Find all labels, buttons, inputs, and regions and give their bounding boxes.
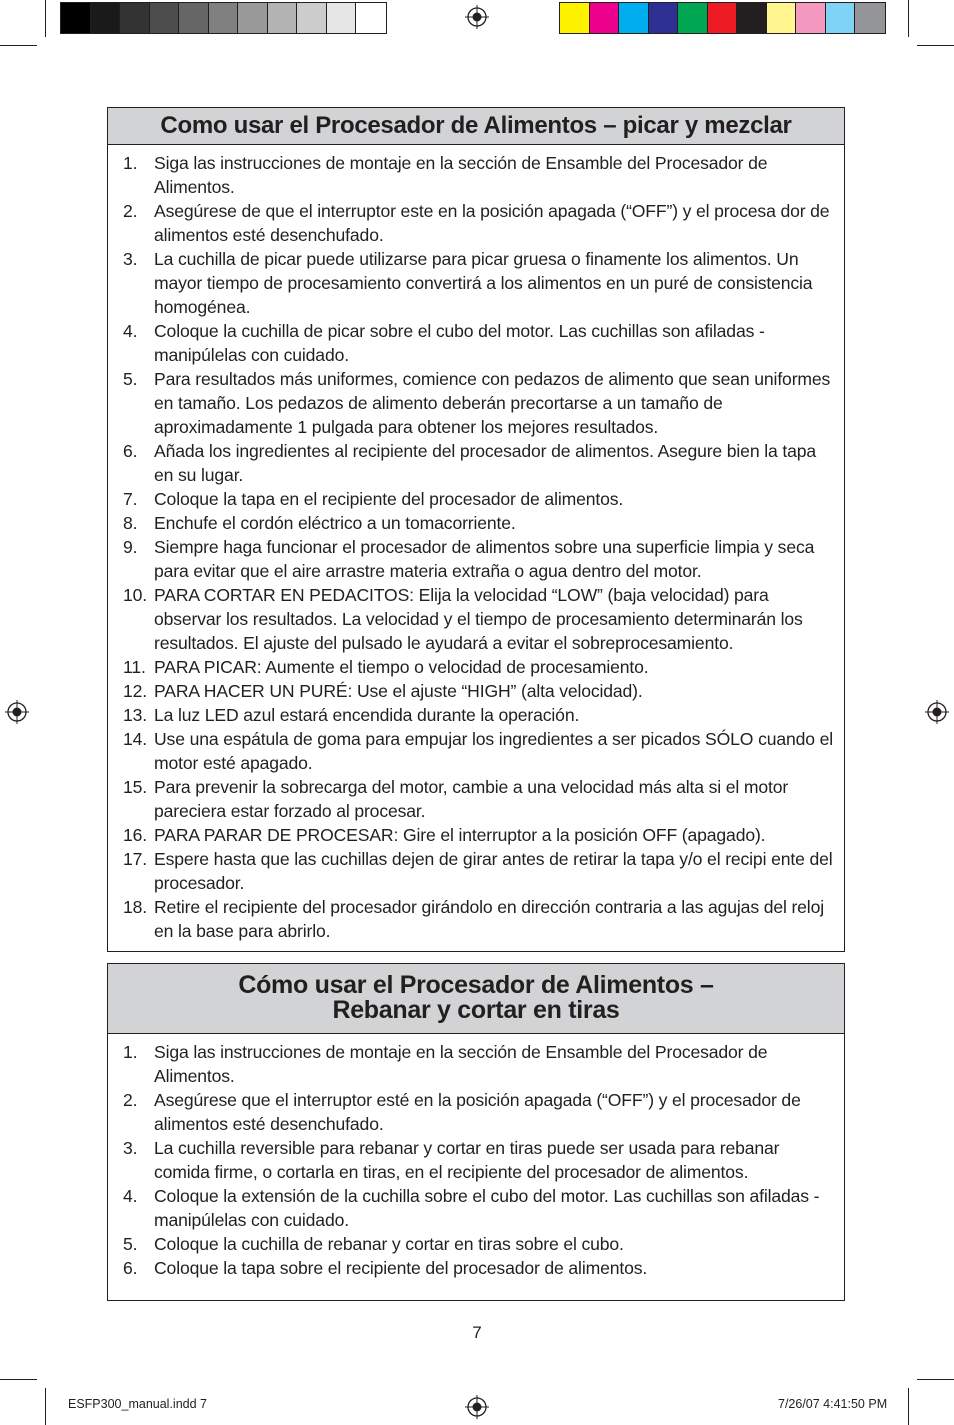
- color-swatch: [678, 3, 708, 33]
- registration-mark-icon: [465, 5, 489, 29]
- list-item: [123, 775, 834, 823]
- step-text: PARA PICAR: Aumente el tiempo o velocidad de procesamiento.: [154, 657, 649, 677]
- step-text: Siga las instrucciones de montaje en la sección de Ensamble del Procesador de Alimentos.: [154, 1042, 768, 1086]
- list-item: [123, 679, 834, 703]
- crop-mark: [908, 1388, 909, 1425]
- list-item: [123, 727, 834, 775]
- color-swatch: [297, 3, 327, 33]
- list-item: [123, 1232, 834, 1256]
- step-text: Coloque la tapa sobre el recipiente del procesador de alimentos.: [154, 1258, 648, 1278]
- step-number: 17.: [123, 849, 148, 869]
- step-number: 16.: [123, 825, 148, 845]
- step-number: 6.: [123, 441, 138, 461]
- slug-filename: ESFP300_manual.indd 7: [68, 1397, 207, 1411]
- step-text: Retire el recipiente del procesador girándolo en dirección contraria a las agujas del reloj en la base para abrirlo.: [154, 897, 824, 941]
- crop-mark: [908, 0, 909, 37]
- step-text: PARA HACER UN PURÉ: Use el ajuste “HIGH” (alta velocidad).: [154, 681, 643, 701]
- color-swatch: [91, 3, 121, 33]
- step-number: 3.: [123, 249, 138, 269]
- step-text: La cuchilla de picar puede utilizarse para picar gruesa o finamente los alimentos. Un mayor tiempo de procesamiento convertirá a los alimentos en un puré de consistencia homogénea.: [154, 249, 813, 317]
- color-swatch: [619, 3, 649, 33]
- list-item: [123, 535, 834, 583]
- section-title-line-1: Cómo usar el Procesador de Alimentos –: [238, 971, 714, 999]
- step-text: Añada los ingredientes al recipiente del procesador de alimentos. Asegure bien la tapa en su lugar.: [154, 441, 816, 485]
- step-number: 2.: [123, 201, 138, 221]
- color-swatch: [268, 3, 298, 33]
- step-text: Enchufe el cordón eléctrico a un tomacorriente.: [154, 513, 516, 533]
- list-item: [123, 655, 834, 679]
- list-item: [123, 439, 834, 487]
- color-swatch: [826, 3, 856, 33]
- color-swatch: [767, 3, 797, 33]
- step-number: 7.: [123, 489, 138, 509]
- step-number: 1.: [123, 153, 138, 173]
- step-number: 14.: [123, 729, 148, 749]
- color-swatch: [179, 3, 209, 33]
- step-number: 3.: [123, 1138, 138, 1158]
- step-text: Siempre haga funcionar el procesador de alimentos sobre una superficie limpia y seca para evitar que el aire arrastre materia extraña o agua dentro del motor.: [154, 537, 815, 581]
- instruction-list: [108, 1034, 844, 1280]
- crop-mark: [917, 45, 954, 46]
- step-text: Coloque la cuchilla de picar sobre el cubo del motor. Las cuchillas son afiladas - manipúlelas con cuidado.: [154, 321, 765, 365]
- list-item: [123, 151, 834, 199]
- color-swatch: [649, 3, 679, 33]
- list-item: [123, 511, 834, 535]
- section-header: [108, 108, 844, 145]
- color-swatch: [708, 3, 738, 33]
- crop-mark: [0, 1379, 37, 1380]
- list-item: [123, 1184, 834, 1232]
- crop-mark: [45, 0, 46, 37]
- step-number: 4.: [123, 321, 138, 341]
- step-text: La luz LED azul estará encendida durante la operación.: [154, 705, 580, 725]
- step-text: La cuchilla reversible para rebanar y cortar en tiras puede ser usada para rebanar comida firme, o cortarla en tiras, en el recipiente del procesador de alimentos.: [154, 1138, 780, 1182]
- list-item: [123, 823, 834, 847]
- section-title: Como usar el Procesador de Alimentos – picar y mezclar: [160, 112, 792, 139]
- registration-mark-icon: [465, 1395, 489, 1419]
- step-number: 4.: [123, 1186, 138, 1206]
- step-text: Asegúrese de que el interruptor este en la posición apagada (“OFF”) y el procesa dor de alimentos esté desenchufado.: [154, 201, 830, 245]
- step-text: Coloque la extensión de la cuchilla sobre el cubo del motor. Las cuchillas son afiladas - manipúlelas con cuidado.: [154, 1186, 820, 1230]
- color-swatch: [796, 3, 826, 33]
- step-number: 10.: [123, 585, 148, 605]
- step-text: Para prevenir la sobrecarga del motor, cambie a una velocidad más alta si el motor pareciera estar forzado al procesar.: [154, 777, 789, 821]
- color-swatch: [590, 3, 620, 33]
- step-number: 1.: [123, 1042, 138, 1062]
- list-item: [123, 583, 834, 655]
- color-swatch: [61, 3, 91, 33]
- step-text: Use una espátula de goma para empujar los ingredientes a ser picados SÓLO cuando el motor esté apagado.: [154, 729, 834, 773]
- step-text: Coloque la cuchilla de rebanar y cortar en tiras sobre el cubo.: [154, 1234, 624, 1254]
- section-chop-mix: [107, 107, 845, 952]
- step-number: 2.: [123, 1090, 138, 1110]
- list-item: [123, 703, 834, 727]
- registration-mark-icon: [925, 700, 949, 724]
- color-swatch: [238, 3, 268, 33]
- registration-mark-icon: [5, 700, 29, 724]
- step-number: 11.: [123, 657, 146, 677]
- list-item: [123, 1256, 834, 1280]
- list-item: [123, 487, 834, 511]
- section-slice-shred: [107, 963, 845, 1301]
- list-item: [123, 247, 834, 319]
- step-number: 6.: [123, 1258, 138, 1278]
- step-number: 18.: [123, 897, 148, 917]
- grayscale-color-bar: [60, 2, 387, 34]
- color-swatch: [737, 3, 767, 33]
- step-text: Siga las instrucciones de montaje en la sección de Ensamble del Procesador de Alimentos.: [154, 153, 768, 197]
- page-number: 7: [472, 1323, 482, 1342]
- color-swatch: [327, 3, 357, 33]
- section-title-line-2: Rebanar y cortar en tiras: [332, 996, 620, 1024]
- color-swatch: [560, 3, 590, 33]
- step-text: Coloque la tapa en el recipiente del procesador de alimentos.: [154, 489, 624, 509]
- instruction-list: [108, 145, 844, 943]
- process-color-bar: [559, 2, 886, 34]
- color-swatch: [150, 3, 180, 33]
- list-item: [123, 1088, 834, 1136]
- step-number: 5.: [123, 1234, 138, 1254]
- color-swatch: [356, 3, 386, 33]
- crop-mark: [0, 45, 37, 46]
- step-text: PARA CORTAR EN PEDACITOS: Elija la velocidad “LOW” (baja velocidad) para observar los resultados. La velocidad y el tiempo de procesamiento determinarán los resultados. El ajuste del pulsado le ayudará a evitar el sobreprocesamiento.: [154, 585, 803, 653]
- step-text: Espere hasta que las cuchillas dejen de girar antes de retirar la tapa y/o el recipi ente del procesador.: [154, 849, 833, 893]
- crop-mark: [917, 1379, 954, 1380]
- color-swatch: [209, 3, 239, 33]
- step-text: PARA PARAR DE PROCESAR: Gire el interruptor a la posición OFF (apagado).: [154, 825, 766, 845]
- list-item: [123, 319, 834, 367]
- step-number: 8.: [123, 513, 138, 533]
- step-text: Asegúrese que el interruptor esté en la posición apagada (“OFF”) y el procesador de alimentos esté desenchufado.: [154, 1090, 801, 1134]
- list-item: [123, 1040, 834, 1088]
- step-number: 15.: [123, 777, 148, 797]
- color-swatch: [120, 3, 150, 33]
- list-item: [123, 367, 834, 439]
- section-header: [108, 964, 844, 1034]
- step-number: 13.: [123, 705, 148, 725]
- list-item: [123, 1136, 834, 1184]
- slug-timestamp: 7/26/07 4:41:50 PM: [778, 1397, 888, 1411]
- step-number: 12.: [123, 681, 148, 701]
- step-number: 9.: [123, 537, 138, 557]
- color-swatch: [855, 3, 885, 33]
- step-number: 5.: [123, 369, 138, 389]
- list-item: [123, 895, 834, 943]
- step-text: Para resultados más uniformes, comience con pedazos de alimento que sean uniformes en tamaño. Los pedazos de alimento deberán precortarse a un tamaño de aproximadamente 1 pulgada para obtener los mejores resultados.: [154, 369, 831, 437]
- list-item: [123, 199, 834, 247]
- list-item: [123, 847, 834, 895]
- crop-mark: [45, 1388, 46, 1425]
